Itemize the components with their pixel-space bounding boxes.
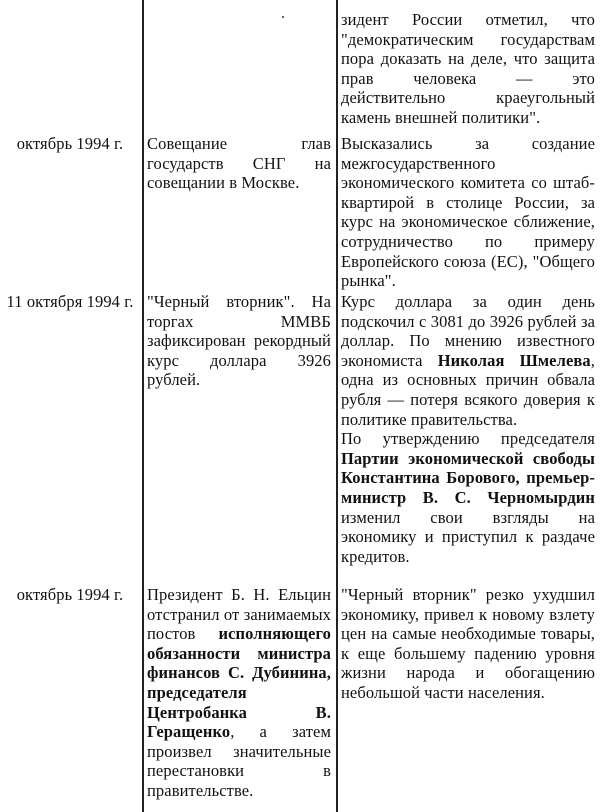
date-cell: 11 октября 1994 г. (6, 292, 134, 311)
event-paragraph (147, 292, 331, 390)
column-divider-1 (142, 0, 144, 812)
text-span: Курс доллара за один день подскочил с 3081 до 3926 рублей за доллар. По мнению известного экономиста (341, 292, 595, 370)
event-cell (147, 134, 331, 193)
event-paragraph (147, 134, 331, 193)
column-divider-2 (336, 0, 338, 812)
scan-speck (282, 16, 284, 18)
date-cell: октябрь 1994 г. (16, 134, 124, 153)
bold-span: Партии экономической свободы Константина Борового, премьер-министр В. С. Черномырдин (341, 448, 595, 507)
text-span: изменил свои взгляды на экономику и приступил к раздаче кредитов. (341, 507, 595, 566)
result-cell (341, 292, 595, 566)
event-cell (147, 585, 331, 801)
result-paragraph (341, 429, 595, 566)
text-span: Совещание глав государств СНГ на совещании в Москве. (147, 134, 331, 193)
event-cell (147, 292, 331, 390)
bold-span: исполняющего обязанности министра финансов С. Дубинина, председателя Центробанка В. Геращенко (147, 624, 331, 742)
text-span: "Черный вторник" резко ухудшил экономику, привел к новому взлету цен на самые необходимые товары, к еще большему падению уровня жизни народа и обогащению небольшой части населения. (341, 585, 595, 702)
text-span: Высказались за создание межгосударственного экономического комитета со штаб-квартирой в столице России, за курс на экономическое сближение, сотрудничество по примеру Европейского союза (ЕС), "Общего рынка". (341, 134, 595, 291)
text-span: Президент Б. Н. Ельцин отстранил от занимаемых постов (147, 585, 331, 644)
result-paragraph (341, 10, 595, 128)
text-span: зидент России отметил, что "демократическим государствам пора доказать на деле, что защита прав человека — это действительно краеугольный камень внешней политики". (341, 10, 595, 127)
event-paragraph (147, 585, 331, 801)
result-cell (341, 134, 595, 291)
text-span: , одна из основных причин обвала рубля — потеря всякого доверия к политике правительства. (341, 350, 595, 429)
date-cell: октябрь 1994 г. (16, 585, 124, 604)
bold-span: Николая Шмелева (437, 350, 591, 370)
text-span: , а затем произвел значительные перестановки в правительстве. (147, 722, 331, 800)
result-paragraph (341, 292, 595, 429)
result-cell-continuation (341, 10, 595, 128)
text-span: По утверждению председателя (341, 429, 595, 449)
result-paragraph (341, 585, 595, 703)
result-cell (341, 585, 595, 703)
result-paragraph (341, 134, 595, 291)
text-span: "Черный вторник". На торгах ММВБ зафиксирован рекордный курс доллара 3926 рублей. (147, 292, 331, 390)
